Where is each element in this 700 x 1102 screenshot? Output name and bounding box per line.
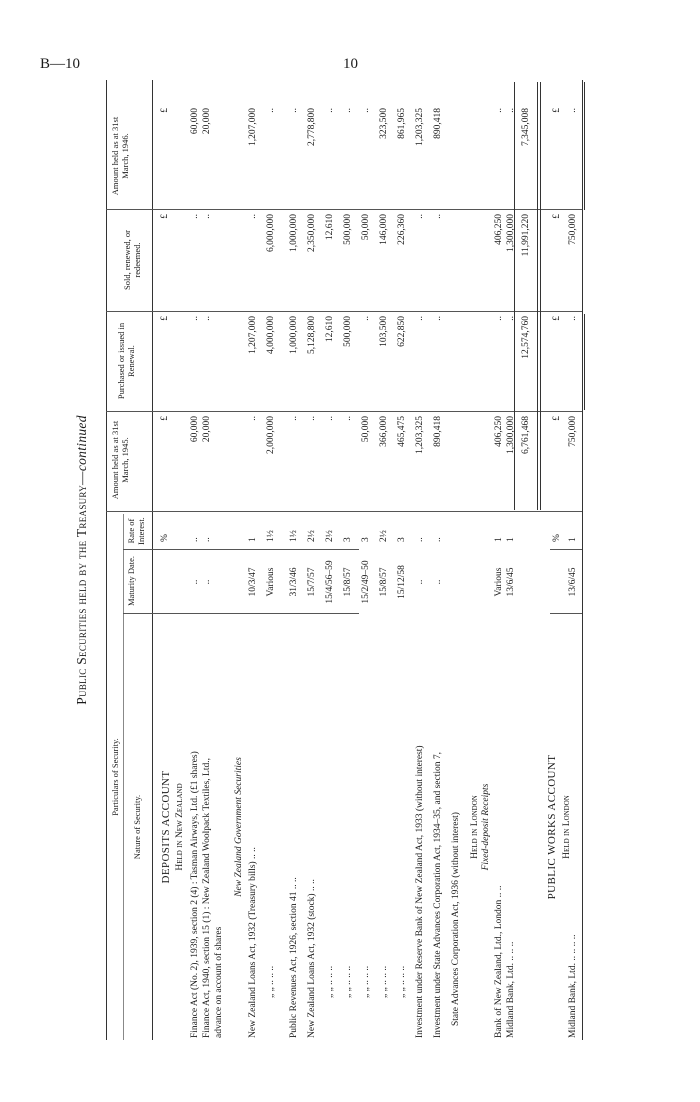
row-held-1946: 323,500 [379, 108, 389, 139]
row-purchased: .. [494, 316, 504, 321]
row-sold: .. [202, 214, 212, 219]
row-maturity: .. [190, 579, 200, 585]
title-main: Public Securities held by the Treasury— [74, 471, 89, 705]
row-maturity: 15/7/57 [307, 567, 317, 597]
row-purchased: .. [202, 316, 212, 321]
row-held-1945: .. [343, 416, 353, 421]
row-rate: .. [190, 537, 200, 542]
row-maturity: 13/6/45 [568, 567, 578, 597]
row-sold: 226,360 [397, 214, 407, 245]
unit-percent: % [552, 534, 562, 542]
row-purchased: .. [433, 316, 443, 321]
row-particulars: Finance Act (No. 2), 1939, section 2 (4) : Tasman Airways, Ltd. (£1 shares) [190, 751, 200, 1038]
row-maturity: 13/6/45 [506, 567, 516, 597]
row-held-1946: 890,418 [433, 108, 443, 139]
total-held-1945: 6,761,468 [521, 416, 531, 454]
row-held-1946: .. [506, 108, 516, 113]
row-held-1945: 890,418 [433, 416, 443, 447]
pw-rule [584, 314, 585, 410]
row-sold: 1,300,000 [506, 214, 516, 252]
totals-rule [537, 82, 538, 510]
row-rate: .. [415, 537, 425, 542]
row-sold: 1,000,000 [289, 214, 299, 252]
row-purchased: 1,207,000 [248, 316, 258, 354]
row-purchased: 1,000,000 [289, 316, 299, 354]
subhead-held-london: Held in London [470, 795, 480, 859]
row-sold: .. [248, 214, 258, 219]
row-held-1946: 861,965 [397, 108, 407, 139]
row-sold: .. [433, 214, 443, 219]
row-particulars: „ „ .. .. .. [397, 965, 407, 998]
row-particulars: advance on account of shares [214, 926, 224, 1038]
row-maturity: .. [202, 579, 212, 585]
row-sold: 6,000,000 [266, 214, 276, 252]
row-held-1946: .. [325, 108, 335, 113]
row-particulars: Public Revenues Act, 1926, section 41 .. .. [289, 877, 299, 1038]
header-maturity: Maturity Date. [126, 555, 136, 607]
row-held-1945: 750,000 [568, 416, 578, 447]
unit-pound: £ [160, 214, 170, 219]
row-held-1945: 1,203,325 [415, 416, 425, 454]
row-sold: 406,250 [494, 214, 504, 245]
header-held-1945: Amount held as at 31st March, 1945. [110, 420, 130, 500]
row-held-1946: .. [289, 108, 299, 113]
row-maturity: 15/8/57 [343, 567, 353, 597]
row-particulars: „ „ .. .. .. [343, 965, 353, 998]
rotated-table [74, 80, 634, 1040]
row-held-1945: .. [325, 416, 335, 421]
col-divider [123, 549, 359, 550]
totals-top-rule [514, 82, 515, 510]
title-continued: continued [74, 415, 89, 472]
row-rate: 2½ [325, 530, 335, 542]
row-maturity: 10/3/47 [248, 567, 258, 597]
col-divider [106, 209, 582, 210]
row-held-1946: .. [361, 108, 371, 113]
header-held-1946: Amount held as at 31st March, 1946. [110, 116, 130, 196]
row-sold: 146,000 [379, 214, 389, 245]
row-held-1945: .. [248, 416, 258, 421]
row-rate: 1 [494, 537, 504, 542]
row-rate: 1 [568, 537, 578, 542]
row-rate: 3 [397, 537, 407, 542]
row-particulars: New Zealand Loans Act, 1932 (stock) .. .. [307, 879, 317, 1038]
row-purchased: 4,000,000 [266, 316, 276, 354]
row-rate: 3 [361, 537, 371, 542]
row-rate: 1½ [289, 530, 299, 542]
row-sold: 500,000 [343, 214, 353, 245]
subhead-held-london-pw: Held in London [562, 795, 572, 859]
row-purchased: 5,128,800 [307, 316, 317, 354]
row-purchased: 103,500 [379, 316, 389, 347]
row-sold: 750,000 [568, 214, 578, 245]
col-divider [550, 549, 582, 550]
row-held-1946: 1,207,000 [248, 108, 258, 146]
row-held-1945: 366,000 [379, 416, 389, 447]
page-reference: B—10 [40, 56, 81, 72]
row-maturity: 15/12/58 [397, 565, 407, 599]
row-held-1946: 20,000 [202, 108, 212, 135]
unit-pound: £ [552, 316, 562, 321]
row-held-1945: 1,300,000 [506, 416, 516, 454]
row-rate: 1½ [266, 530, 276, 542]
total-sold: 11,991,220 [521, 214, 531, 257]
row-particulars: Bank of New Zealand, Ltd., London .. .. [494, 885, 504, 1038]
total-held-1946: 7,345,008 [521, 108, 531, 146]
header-top-rule [106, 80, 107, 1040]
unit-pound: £ [160, 316, 170, 321]
row-particulars: „ „ .. .. .. [266, 965, 276, 998]
header-purchased: Purchased or issued in Renewal. [116, 322, 136, 400]
unit-pound: £ [552, 108, 562, 113]
row-maturity: .. [415, 579, 425, 585]
row-purchased: 622,850 [397, 316, 407, 347]
page-number: 10 [343, 56, 358, 72]
unit-pound: £ [552, 214, 562, 219]
unit-percent: % [160, 534, 170, 542]
row-particulars: New Zealand Loans Act, 1932 (Treasury bills) .. .. [248, 847, 258, 1038]
row-rate: .. [202, 537, 212, 542]
row-sold: 50,000 [361, 214, 371, 241]
row-purchased: 12,610 [325, 316, 335, 343]
col-divider [106, 311, 582, 312]
row-particulars: Finance Act, 1940, section 15 (1) : New Zealand Woolpack Textiles, Ltd., [202, 758, 212, 1038]
row-purchased: 500,000 [343, 316, 353, 347]
row-purchased: .. [568, 316, 578, 321]
row-particulars: „ „ .. .. .. [325, 965, 335, 998]
row-held-1945: .. [289, 416, 299, 421]
total-purchased: 12,574,760 [521, 316, 531, 359]
header-rate: Rate of Interest. [126, 517, 146, 545]
row-maturity: 15/4/56–59 [325, 560, 335, 604]
row-maturity: 15/2/49–50 [361, 560, 371, 604]
row-particulars: „ „ .. .. .. [379, 965, 389, 998]
row-sold: .. [415, 214, 425, 219]
row-particulars: Investment under Reserve Bank of New Zealand Act, 1933 (without interest) [415, 745, 425, 1038]
subhead-held-nz: Held in New Zealand [175, 783, 185, 871]
totals-rule [540, 82, 541, 510]
row-maturity: 15/8/57 [379, 567, 389, 597]
row-maturity: .. [433, 579, 443, 585]
particulars-rule [123, 514, 124, 1040]
header-nature: Nature of Security. [132, 794, 142, 860]
row-held-1945: 465,475 [397, 416, 407, 447]
header-particulars: Particulars of Security. [110, 738, 120, 816]
subhead-fixed-deposit: Fixed-deposit Receipts [481, 783, 491, 871]
row-rate: 1 [506, 537, 516, 542]
row-purchased: .. [506, 316, 516, 321]
unit-pound: £ [160, 416, 170, 421]
row-particulars: Investment under State Advances Corporation Act, 1934–35, and section 7, [433, 752, 443, 1038]
section-public-works: PUBLIC WORKS ACCOUNT [546, 754, 558, 900]
table-title [74, 80, 90, 1040]
row-particulars: „ „ .. .. .. [361, 965, 371, 998]
row-held-1946: .. [494, 108, 504, 113]
row-held-1945: 50,000 [361, 416, 371, 443]
row-rate: 2½ [307, 530, 317, 542]
row-particulars: Midland Bank, Ltd. .. .. .. [506, 941, 516, 1038]
row-held-1946: 2,778,800 [307, 108, 317, 146]
row-sold: .. [190, 214, 200, 219]
row-held-1946: 1,203,325 [415, 108, 425, 146]
row-held-1945: .. [307, 416, 317, 421]
col-divider [550, 613, 582, 614]
row-maturity: Various [494, 567, 504, 597]
header-sold: Sold, renewed, or redeemed. [122, 230, 142, 290]
row-purchased: .. [415, 316, 425, 321]
row-held-1946: 60,000 [190, 108, 200, 135]
row-particulars: Midland Bank, Ltd. .. .. .. .. [568, 934, 578, 1038]
row-held-1945: 20,000 [202, 416, 212, 443]
row-held-1946: .. [568, 108, 578, 113]
unit-pound: £ [160, 108, 170, 113]
row-maturity: 31/3/46 [289, 567, 299, 597]
row-purchased: .. [361, 316, 371, 321]
table-bottom-rule [582, 80, 583, 1040]
section-deposits: DEPOSITS ACCOUNT [160, 770, 172, 884]
pw-rule [584, 82, 585, 210]
row-held-1946: .. [266, 108, 276, 113]
row-held-1946: .. [343, 108, 353, 113]
col-divider [106, 411, 582, 412]
row-rate: 2½ [379, 530, 389, 542]
row-sold: 2,350,000 [307, 214, 317, 252]
row-rate: .. [433, 537, 443, 542]
row-purchased: .. [190, 316, 200, 321]
row-maturity: Various [266, 567, 276, 597]
row-sold: 12,610 [325, 214, 335, 241]
row-particulars: State Advances Corporation Act, 1936 (without interest) [451, 812, 461, 1026]
header-bottom-rule [152, 80, 153, 1040]
row-held-1945: 60,000 [190, 416, 200, 443]
row-rate: 3 [343, 537, 353, 542]
unit-pound: £ [552, 416, 562, 421]
row-held-1945: 406,250 [494, 416, 504, 447]
row-held-1945: 2,000,000 [266, 416, 276, 454]
row-rate: 1 [248, 537, 258, 542]
subhead-nz-government: New Zealand Government Securities [234, 757, 244, 897]
